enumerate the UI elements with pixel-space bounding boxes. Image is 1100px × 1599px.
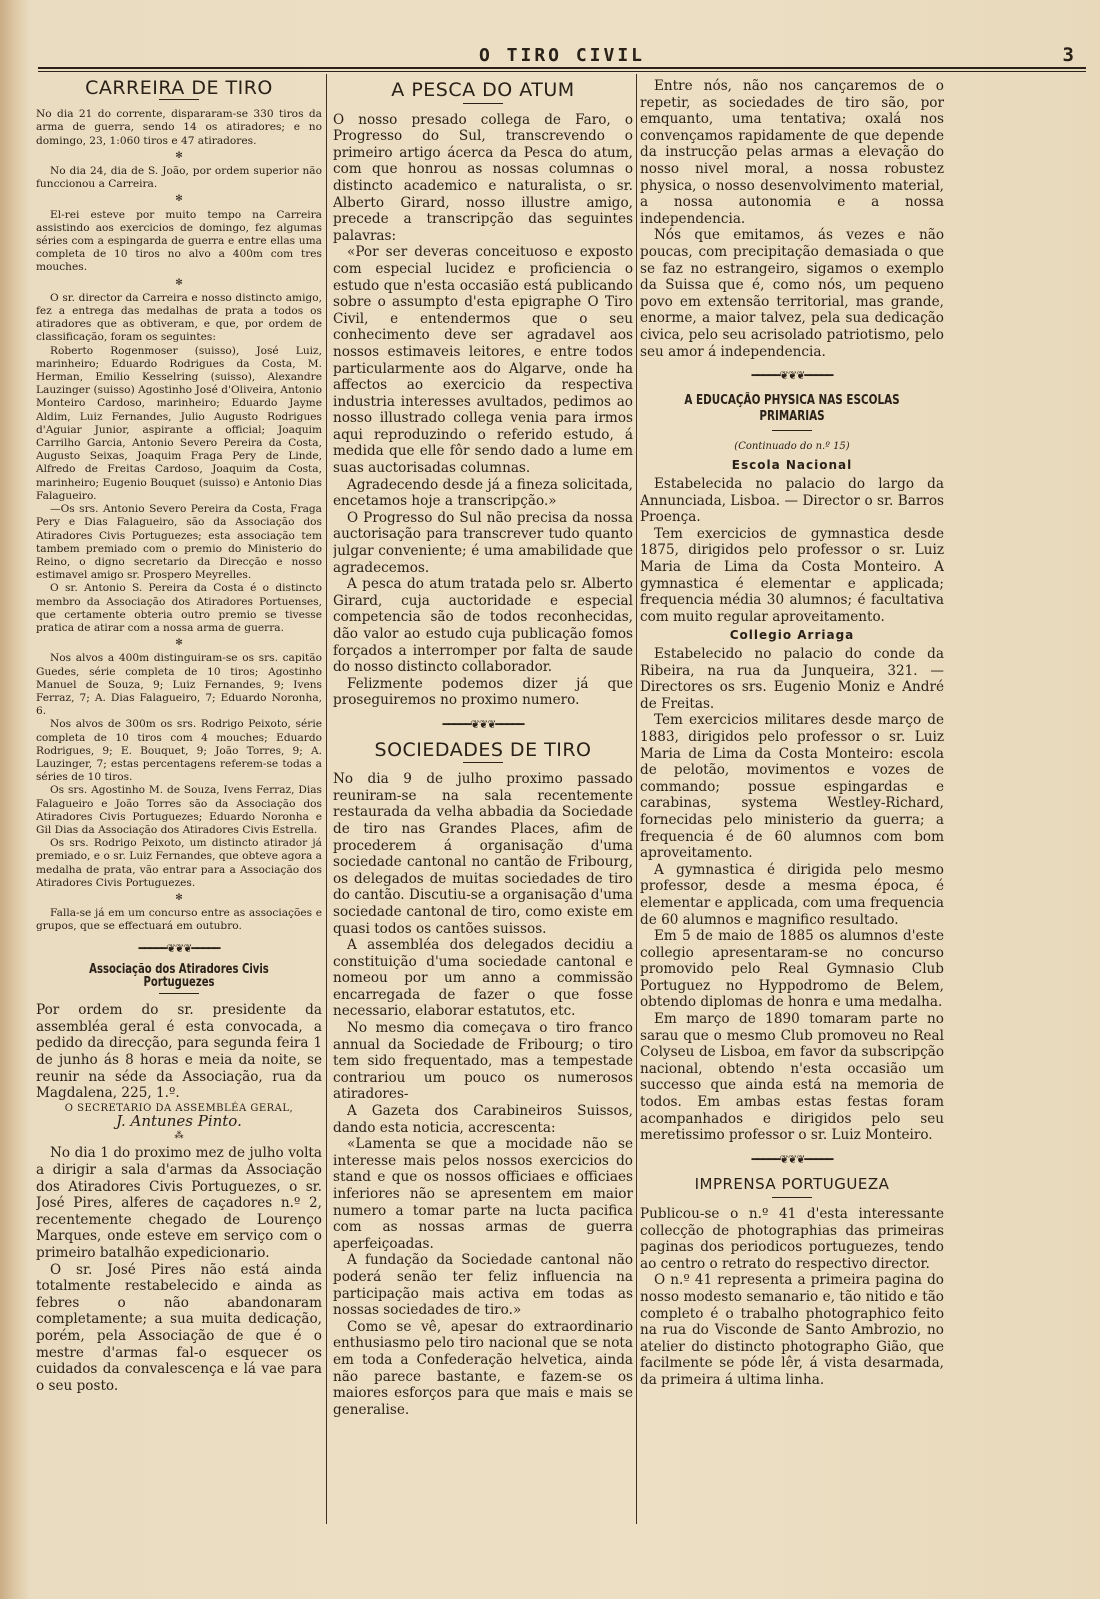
paragraph: A fundação da Sociedade cantonal não poderá senão ter feliz influencia na participação mais activa em todas as nossas sociedades de tiro.» (333, 1252, 633, 1319)
paragraph: Como se vê, apesar do extraordinario enthusiasmo pelo tiro nacional que se nota em toda a Confederação helvetica, ainda não parece bastante, e fazem-se os maiores esforços para que mais e mais se generalise. (333, 1318, 633, 1418)
paragraph: Felizmente podemos dizer já que proseguiremos no proximo numero. (333, 675, 633, 709)
header-rule (38, 67, 1086, 69)
column-middle (333, 78, 633, 1418)
paragraph: O n.º 41 representa a primeira pagina do nosso modesto semanario e, tão nitido e tão completo é o trabalho photographico feito na rua do Visconde de Santo Ambrozio, no atelier do distincto photographo Gião, que facilmente se póde lêr, á vista desarmada, da primeira á ultima linha. (640, 1272, 944, 1388)
paragraph: —Os srs. Antonio Severo Pereira da Costa, Fraga Pery e Dias Falagueiro, são da Associação dos Atiradores Civis Portuguezes; esta associação tem tambem premiado com o premio do Ministerio do Reino, o digno secretario da Direcção e nosso estimavel amigo sr. Prospero Meyrelles. (36, 503, 322, 582)
paragraph: Roberto Rogenmoser (suisso), José Luiz, marinheiro; Eduardo Rodrigues da Costa, M. Herman, Emilio Kesselring (suisso), Alexandre Lauzinger (suisso) Agostinho José d'Oliveira, Antonio Monteiro Cardoso, marinheiro; Eduardo Jayme Aldim, Luiz Fernandes, Julio Augusto Rodrigues d'Aguiar Junior, aspirante a official; Joaquim Carrilho Garcia, Antonio Severo Pereira da Costa, Augusto Seixas, Joaquim Fraga Pery de Linde, Alfredo de Freitas Cardoso, Joaquim da Costa, marinheiro; Eugenio Bouquet (suisso) e Antonio Dias Falagueiro. (36, 344, 322, 502)
paragraph: Agradecendo desde já a fineza solicitada, encetamos hoje a transcripção.» (333, 476, 633, 510)
paragraph: No dia 1 do proximo mez de julho volta a dirigir a sala d'armas da Associação dos Atiradores Civis Portuguezes, o sr. José Pires, alferes de caçadores n.º 2, recentemente chegado de Lourenço Marques, onde esteve em serviço com o primeiro batalhão expedicionario. (36, 1145, 322, 1261)
title-rule (159, 993, 199, 994)
paragraph: Falla-se já em um concurso entre as associações e grupos, que se effectuará em outubro. (36, 907, 322, 933)
title-rule (159, 99, 199, 100)
paragraph: El-rei esteve por muito tempo na Carreira assistindo aos exercicios de domingo, fez algumas séries com a espingarda de guerra e entre ellas uma completa de 10 tiros no alvo a 400m com tres mouches. (36, 208, 322, 274)
paragraph: «Por ser deveras conceituoso e exposto com especial lucidez e proficiencia o estudo que n'esta occasião está publicando sobre o assumpto d'esta epigraphe O Tiro Civil, e entendermos que o seu conhecimento deve ser agradavel aos nossos estimaveis leitores, e entre todos particularmente aos do Algarve, onde ha affectos ao exercicio da respectiva industria interesses avultados, pedimos ao nosso illustrado collega venia para irmos aqui reproduzindo o referido estudo, á medida que elle fôr sendo dado a lume em suas auctorisadas columnas. (333, 244, 633, 477)
column-divider (326, 74, 327, 1524)
separator-star: ✻ (175, 638, 183, 649)
paragraph: Nos alvos de 300m os srs. Rodrigo Peixoto, série completa de 10 tiros com 4 mouches; Eduardo Rodrigues, 9; E. Bouquet, 9; João Torres, 9; A. Lauzinger, 7; estas percentagens referem-se todas a séries de 10 tiros. (36, 718, 322, 784)
paragraph: O sr. director da Carreira e nosso distincto amigo, fez a entrega das medalhas de prata a todos os atiradores que as obtiveram, e que, por ordem de classificação, foram os seguintes: (36, 291, 322, 344)
page-number: 3 (1062, 44, 1074, 66)
ornament-divider: ━━━━━❦❦❦━━━━━ (751, 1152, 833, 1166)
paragraph: Nos alvos a 400m distinguiram-se os srs. capitão Guedes, série completa de 10 tiros; Agostinho Manuel de Souza, 9; Luiz Fernandes, 9; Ivens Ferraz, 7; A. Dias Falagueiro, 7; Eduardo Noronha, 6. (36, 652, 322, 718)
section-title-sociedades: SOCIEDADES DE TIRO (374, 738, 592, 761)
subsection-title: Collegio Arriaga (729, 628, 855, 643)
title-rule (772, 430, 812, 431)
title-rule (463, 103, 503, 104)
paragraph: Em 5 de maio de 1885 os alumnos d'este collegio apresentaram-se no concurso promovido pelo Real Gymnasio Club Portuguez no Hyppodromo de Belem, obtendo diplomas de honra e uma medalha. (640, 928, 944, 1011)
paragraph: O sr. José Pires não está ainda totalmente restabelecido e ainda as febres o não abandonaram completamente; a sua muita dedicação, porém, pela Associação de que é o mestre d'armas fal-o esquecer os cuidados da convalescença e lá vae para o seu posto. (36, 1261, 322, 1394)
paragraph: No dia 9 de julho proximo passado reuniram-se na sala recentemente restaurada da velha abbadia da Sociedade de tiro nas Grandes Places, afim de procederem á organisação d'uma sociedade cantonal no cantão de Fribourg, os delegados de muitas sociedades de tiro do cantão. Discutiu-se a organisação d'uma sociedade cantonal de tiro, como existe em quasi todos os cantões suissos. (333, 771, 633, 937)
column-left (36, 78, 322, 1394)
section-title-imprensa: IMPRENSA PORTUGUEZA (694, 1175, 890, 1194)
signature-role: O SECRETARIO DA ASSEMBLÉA GERAL, (64, 1102, 294, 1114)
ornament-divider: ━━━━━❦❦❦━━━━━ (138, 941, 220, 955)
paragraph: A Gazeta dos Carabineiros Suissos, dando esta noticia, accrescenta: (333, 1103, 633, 1136)
paragraph: O sr. Antonio S. Pereira da Costa é o distincto membro da Associação dos Atiradores Portuenses, que certamente obteria outro premio se tivesse pratica de atirar com a nossa arma de guerra. (36, 582, 322, 634)
paragraph: «Lamenta se que a mocidade não se interesse mais pelos nossos exercicios do stand e que os nossos officiaes e officiaes inferiores não se apresentem em maior numero a tomar parte na lucta pacifica com as nossas armas de guerra aperfeiçoadas. (333, 1136, 633, 1252)
paragraph: Estabelecida no palacio do largo da Annunciada, Lisboa. — Director o sr. Barros Proença. (640, 476, 944, 526)
paragraph: Nós que emitamos, ás vezes e não poucas, com precipitação demasiada o que se faz no estrangeiro, sigamos o exemplo da Suissa que é, como nós, um pequeno povo em extensão territorial, mas grande, enorme, a maior talvez, pela sua dedicação civica, pelo seu acrisolado patriotismo, pelo seu amor á independencia. (640, 227, 944, 360)
title-rule (772, 1197, 812, 1198)
separator-star: ✻ (175, 194, 183, 205)
section-title-carreira: CARREIRA DE TIRO (85, 78, 273, 99)
title-rule (463, 762, 503, 763)
separator-star: ✻ (175, 892, 183, 903)
header-rule-thin (38, 71, 1086, 72)
paragraph: Publicou-se o n.º 41 d'esta interessante collecção de photographias das primeiras paginas dos periodicos portuguezes, tendo ao centro o retrato do respectivo director. (640, 1206, 944, 1272)
paragraph: O nosso presado collega de Faro, o Progresso do Sul, transcrevendo o primeiro artigo ácerca da Pesca do atum, com que honrou as nossas columnas o distincto academico e naturalista, o sr. Alberto Girard, nosso illustre amigo, precede a transcripção das seguintes palavras: (333, 111, 633, 244)
section-title-pesca: A PESCA DO ATUM (391, 79, 575, 101)
section-title-educacao: A EDUCAÇÃO PHYSICA NAS ESCOLAS PRIMARIAS (684, 392, 900, 425)
subsection-title: Escola Nacional (731, 458, 853, 473)
separator-star: ✻ (175, 277, 183, 288)
section-title-associacao: Associação dos Atiradores Civis Portuguezes (89, 961, 269, 990)
paragraph: A assembléa dos delegados decidiu a constituição d'uma sociedade cantonal e nomeou por um anno a commissão encarregada de fazer o que fosse necessario, elaborar estatutos, etc. (333, 937, 633, 1020)
article-text: No dia 21 do corrente, dispararam-se 330 tiros da arma de guerra, sendo 14 os atiradores; e no domingo, 23, 1:060 tiros e 47 atiradores. (36, 108, 322, 147)
paragraph: Os srs. Agostinho M. de Souza, Ivens Ferraz, Dias Falagueiro e João Torres são da Associação dos Atiradores Civis Portuguezes; Eduardo Noronha e Gil Dias da Associação dos Atiradores Civis Estrella. (36, 784, 322, 836)
paragraph: Estabelecido no palacio do conde da Ribeira, na rua da Junqueira, 321. — Directores os srs. Eugenio Moniz e André de Freitas. (640, 646, 944, 712)
paragraph: No dia 24, dia de S. João, por ordem superior não funccionou a Carreira. (36, 165, 322, 191)
signature-name: J. Antunes Pinto. (116, 1111, 242, 1130)
continuation-note: (Continuado do n.º 15) (734, 440, 850, 452)
page-header (38, 44, 1086, 66)
paragraph: A pesca do atum tratada pelo sr. Alberto Girard, cuja auctoridade e especial competencia são de todos reconhecidas, dão valor ao estudo cuja publicação fomos forçados a interromper por falta de saude do nosso distincto collaborador. (333, 576, 633, 676)
newspaper-title: O TIRO CIVIL (478, 45, 646, 66)
paragraph (36, 108, 322, 148)
paragraph: Por ordem do sr. presidente da assembléa geral é esta convocada, a pedido da direcção, para segunda feira 1 de junho ás 8 horas e meia da noite, se reunir na séde da Associação, rua da Magdalena, 225, 1.º. (36, 1002, 322, 1102)
separator-star: ⁂ (174, 1131, 184, 1142)
paragraph: No mesmo dia começava o tiro franco annual da Sociedade de Fribourg; o tiro tem sido frequentado, mas a tempestade contrariou um pouco os numerosos atiradores- (333, 1020, 633, 1103)
paragraph: Tem exercicios de gymnastica desde 1875, dirigidos pelo professor o sr. Luiz Maria de Lima da Costa Monteiro. A gymnastica é elementar e applicada; frequencia média 30 alumnos; é facultativa com muito regular aproveitamento. (640, 525, 944, 625)
ornament-divider: ━━━━━❦❦❦━━━━━ (751, 369, 833, 383)
column-divider (636, 74, 637, 1524)
column-right (640, 78, 944, 1389)
paragraph: Os srs. Rodrigo Peixoto, um distincto atirador já premiado, e o sr. Luiz Fernandes, que obteve agora a medalha de prata, vão entrar para a Associação dos Atiradores Civis Portuguezes. (36, 837, 322, 889)
paragraph: Em março de 1890 tomaram parte no sarau que o mesmo Club promoveu no Real Colyseu de Lisboa, em favor da subscripção nacional, obtendo n'esta occasião um successo que ainda está na memoria de todos. Em ambas estas festas foram acompanhados e dirigidos pelo seu meretissimo professor o sr. Luiz Monteiro. (640, 1011, 944, 1144)
paragraph: Tem exercicios militares desde março de 1883, dirigidos pelo professor o sr. Luiz Maria de Lima da Costa Monteiro: escola de pelotão, movimentos e vozes de commando; possue espingardas e carabinas, systema Westley-Richard, fornecidas pelo ministerio da guerra; a frequencia é de 60 alumnos com bom aproveitamento. (640, 712, 944, 862)
ornament-divider: ━━━━━❦❦❦━━━━━ (442, 717, 524, 731)
paragraph: A gymnastica é dirigida pelo mesmo professor, desde a mesma época, é elementar e applicada, com uma frequencia de 60 alumnos e magnifico resultado. (640, 861, 944, 928)
paragraph: Entre nós, não nos cançaremos de o repetir, as sociedades de tiro são, por emquanto, uma tentativa; oxalá nos convençamos rapidamente de que depende da instrucção pelas armas a elevação do nosso nivel moral, a nossa robustez physica, o nosso desenvolvimento material, a nossa autonomia e a nossa independencia. (640, 78, 944, 227)
separator-star: ✻ (175, 150, 183, 161)
paragraph: O Progresso do Sul não precisa da nossa auctorisação para transcrever tudo quanto julgar conveniente; é uma amabilidade que agradecemos. (333, 509, 633, 576)
